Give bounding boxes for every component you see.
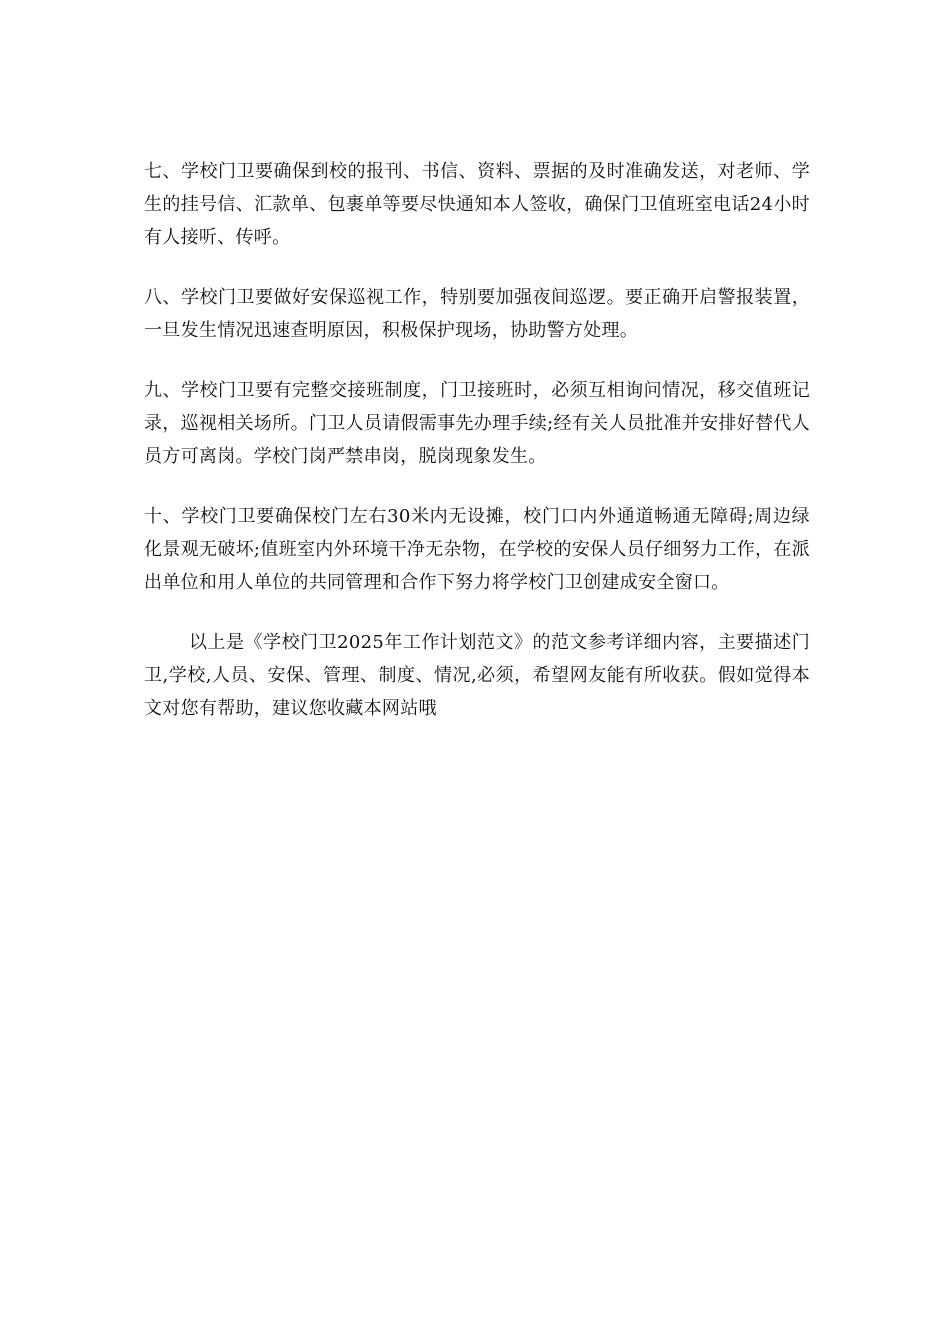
closing-paragraph: 以上是《学校门卫2025年工作计划范文》的范文参考详细内容，主要描述门卫,学校,人员、安保、管理、制度、情况,必须，希望网友能有所收获。假如觉得本文对您有帮助，建议您收藏本网站哦	[144, 632, 810, 719]
paragraph-10: 十、学校门卫要确保校门左右30米内无设摊，校门口内外通道畅通无障碍;周边绿化景观无破坏;值班室内外环境干净无杂物，在学校的安保人员仔细努力工作，在派出单位和用人单位的共同管理和合作下努力将学校门卫创建成安全窗口。	[144, 506, 810, 593]
paragraph-7: 七、学校门卫要确保到校的报刊、书信、资料、票据的及时准确发送，对老师、学生的挂号信、汇款单、包裹单等要尽快通知本人签收，确保门卫值班室电话24小时有人接听、传呼。	[144, 161, 810, 248]
paragraph-9: 九、学校门卫要有完整交接班制度，门卫接班时，必须互相询问情况，移交值班记录，巡视相关场所。门卫人员请假需事先办理手续;经有关人员批准并安排好替代人员方可离岗。学校门岗严禁串岗，脱岗现象发生。	[144, 380, 810, 467]
paragraph-8: 八、学校门卫要做好安保巡视工作，特别要加强夜间巡逻。要正确开启警报装置，一旦发生情况迅速查明原因，积极保护现场，协助警方处理。	[144, 287, 810, 341]
document-body	[144, 155, 810, 752]
